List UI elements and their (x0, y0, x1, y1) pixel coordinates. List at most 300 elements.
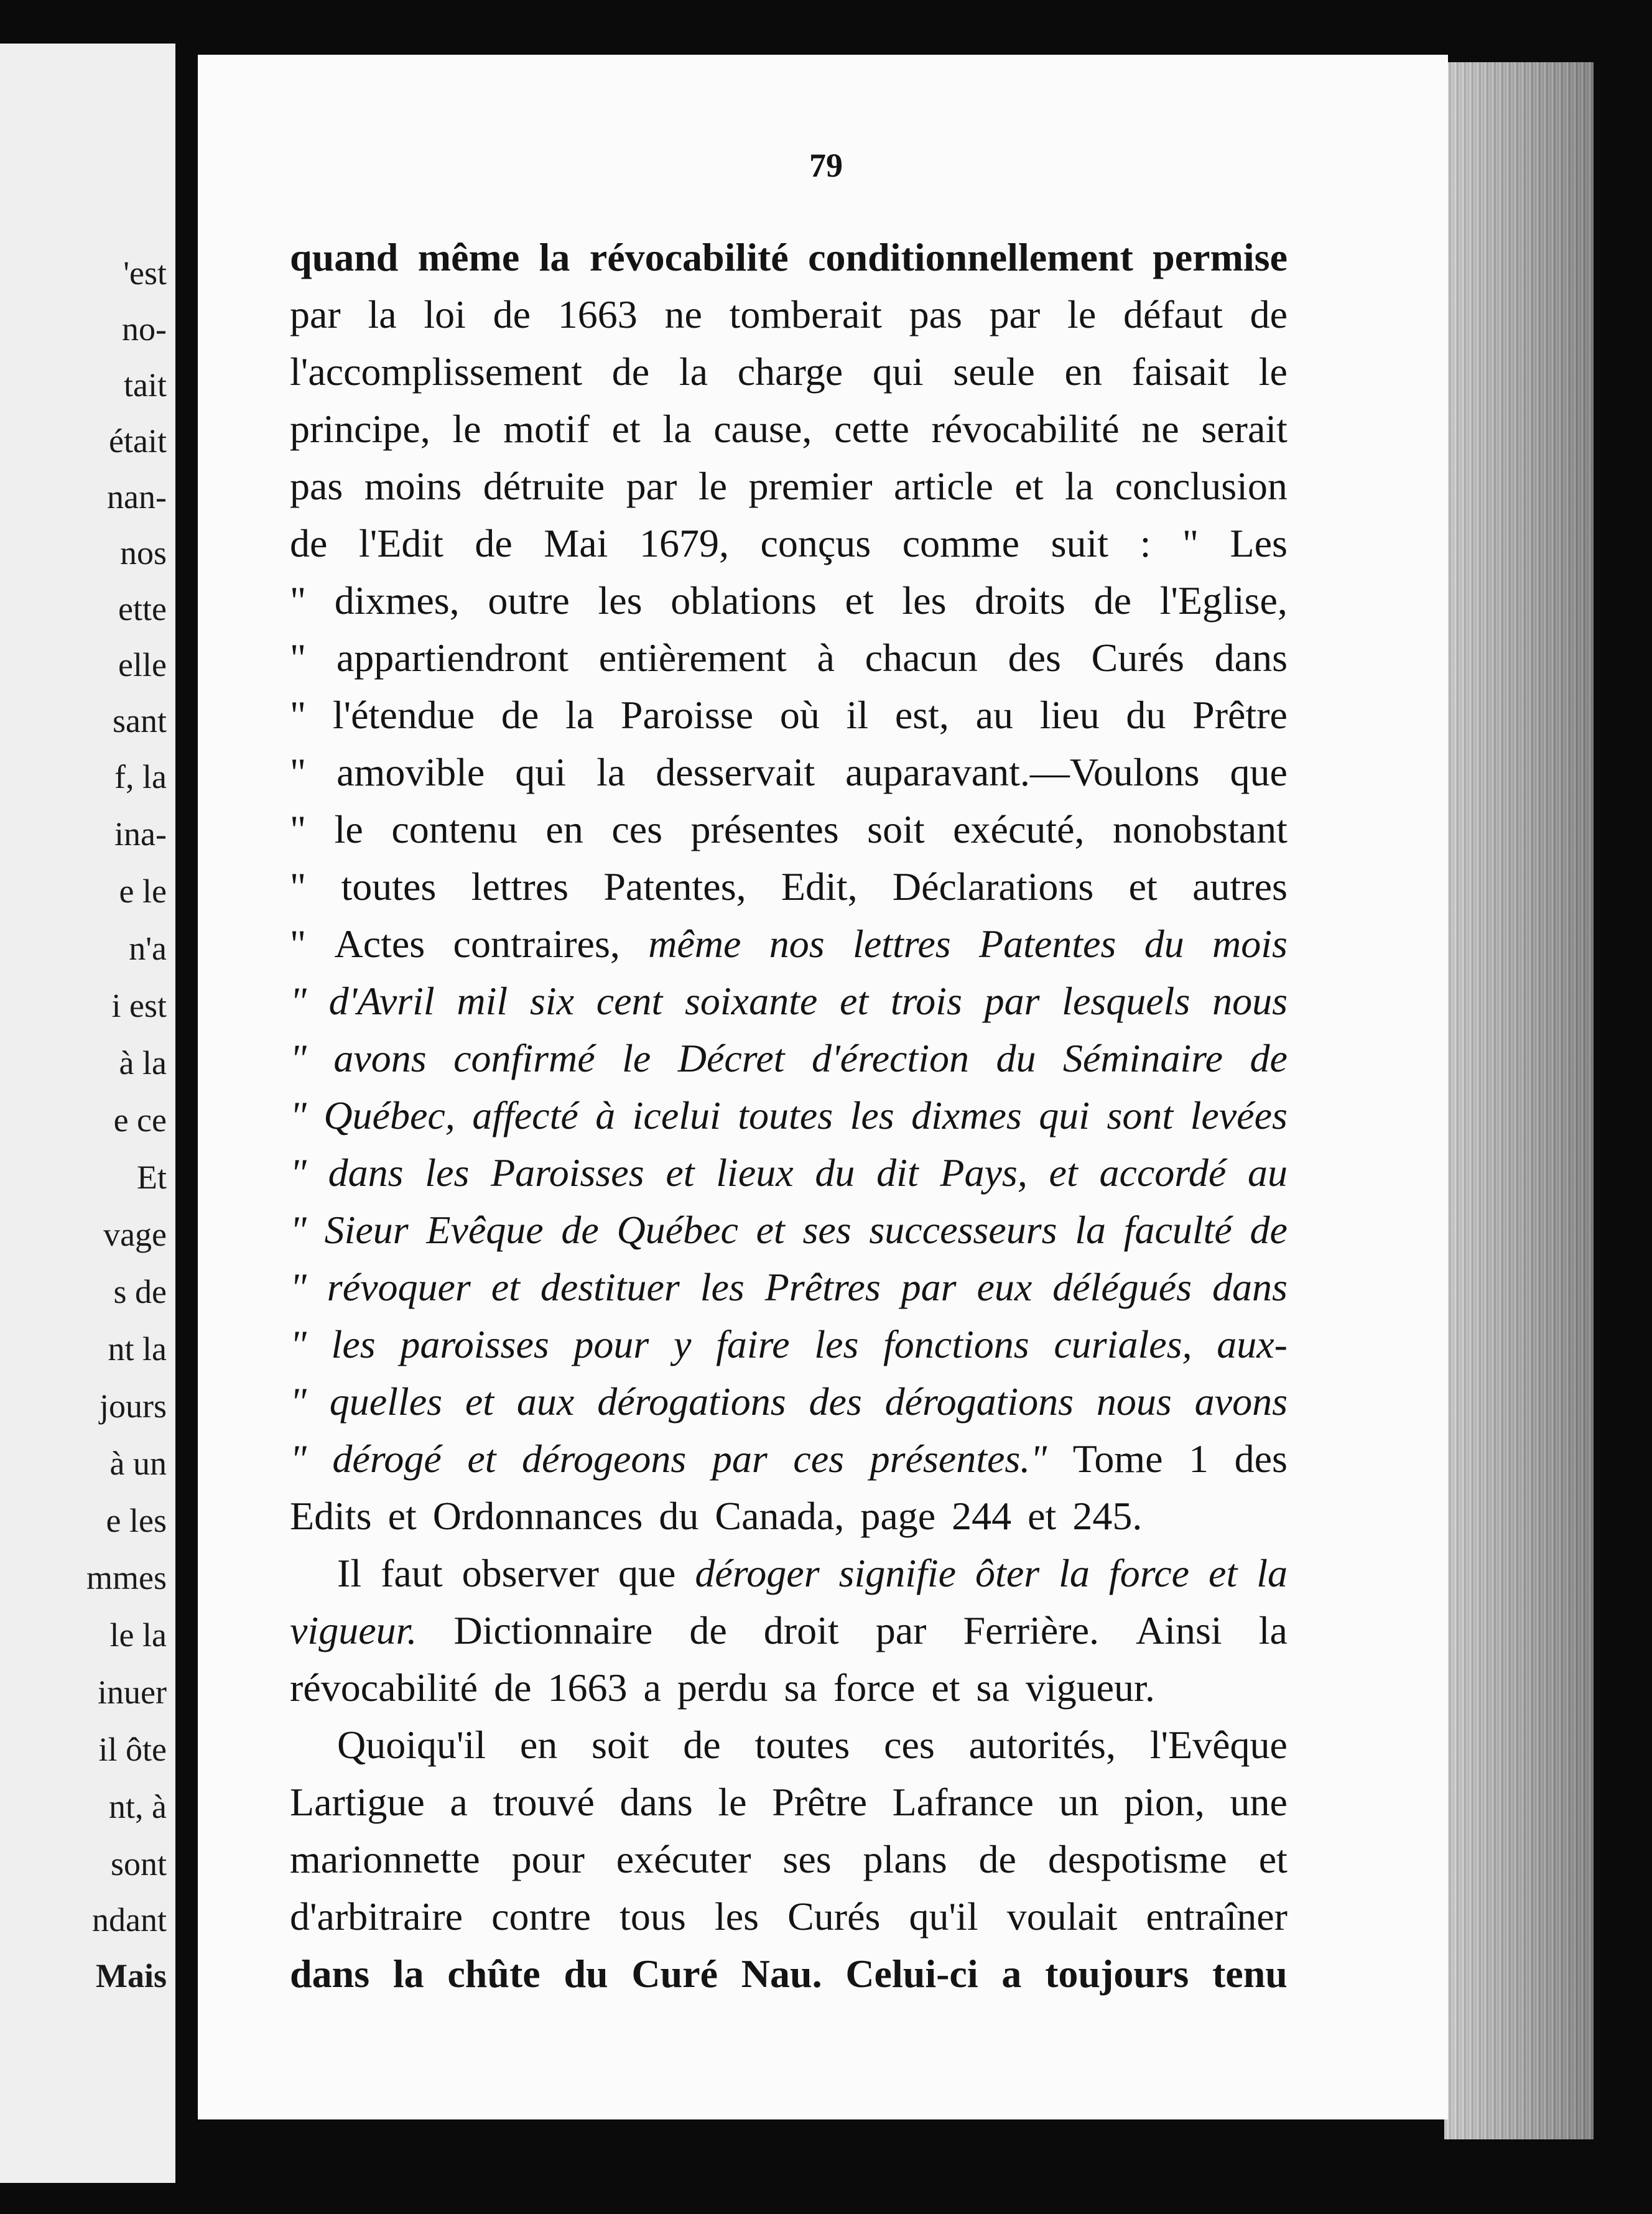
word: même (417, 235, 520, 279)
facing-page-fragment: no- (122, 310, 167, 348)
word: avons (333, 1036, 427, 1080)
word: Dictionnaire (453, 1608, 653, 1652)
word: présentes (690, 807, 839, 851)
word: charge (737, 350, 843, 394)
word: tenu (1212, 1952, 1288, 1996)
word: du (659, 1494, 699, 1538)
word: ces (884, 1723, 935, 1767)
word: " (290, 578, 307, 623)
facing-page-fragment: à un (109, 1445, 167, 1482)
word: Patentes (978, 922, 1116, 966)
facing-page-fragment: était (109, 422, 167, 460)
word: la (565, 693, 595, 737)
word: observer (462, 1551, 599, 1595)
word: par (290, 292, 341, 336)
word: confirmé (453, 1036, 595, 1080)
word: 244 (952, 1494, 1012, 1538)
word: " (290, 864, 307, 909)
word: a (643, 1665, 661, 1710)
word: la (679, 350, 708, 394)
word: conditionnellement (808, 235, 1133, 279)
word: du (564, 1952, 608, 1996)
word: des (1234, 1437, 1288, 1481)
word: Séminaire (1062, 1036, 1223, 1080)
word: les (425, 1151, 470, 1195)
word: pour (511, 1837, 585, 1881)
word: Les (1230, 521, 1288, 565)
word: exécuté, (953, 807, 1085, 851)
word: entièrement (598, 636, 787, 680)
word: la (1256, 1551, 1288, 1595)
word: d'érection (811, 1036, 969, 1080)
facing-page-left (0, 44, 175, 2183)
word: nous (1096, 1379, 1172, 1424)
word: dixmes (911, 1093, 1022, 1137)
word: dérogeons (522, 1437, 687, 1481)
word: les (814, 1322, 859, 1366)
word: le (718, 1780, 747, 1824)
word: les (902, 578, 947, 623)
text-line (290, 695, 1288, 735)
word: en (1064, 350, 1102, 394)
facing-page-fragment: n'a (129, 930, 167, 967)
word: sont (1107, 1093, 1174, 1137)
facing-page-fragment: s de (113, 1273, 167, 1310)
word: Evêque (426, 1208, 544, 1252)
word: lettres (471, 864, 568, 909)
word: la (368, 292, 397, 336)
word: déroger (695, 1551, 820, 1595)
word: du (815, 1151, 855, 1195)
word: toutes (754, 1723, 850, 1767)
word: aux (516, 1379, 575, 1424)
word: " (290, 693, 307, 737)
word: et (611, 407, 641, 451)
word: Tome (1072, 1437, 1163, 1481)
word: lieux (716, 1151, 794, 1195)
word: de (501, 693, 539, 737)
word: pas (290, 464, 343, 508)
word: force (1108, 1551, 1190, 1595)
word: Nau. (741, 1952, 822, 1996)
word: où (779, 693, 820, 737)
word: la (1064, 464, 1094, 508)
word: 1679, (639, 521, 729, 565)
facing-page-fragment: tait (124, 366, 167, 404)
word: de (561, 1208, 599, 1252)
facing-page-fragment: inuer (98, 1674, 167, 1711)
word: chûte (447, 1952, 541, 1996)
text-line (290, 864, 1288, 909)
word: " (290, 979, 307, 1023)
word: pion, (1124, 1780, 1205, 1824)
word: du (996, 1036, 1036, 1080)
word: vigueur. (290, 1608, 417, 1652)
word: affecté (472, 1093, 578, 1137)
word: Québec (616, 1208, 738, 1252)
facing-page-fragment: sant (113, 702, 167, 739)
word: desservait (656, 750, 815, 794)
text-line (290, 638, 1288, 678)
word: contenu (391, 807, 517, 851)
word: " (290, 636, 307, 680)
word: Déclarations (892, 864, 1094, 909)
word: a (1001, 1952, 1022, 1996)
word: dit (876, 1151, 919, 1195)
word: droit (763, 1608, 839, 1652)
word: 1 (1189, 1437, 1209, 1481)
word: d'arbitraire (290, 1894, 463, 1938)
word: voulait (1006, 1894, 1118, 1938)
word: des (809, 1379, 862, 1424)
word: le (698, 464, 728, 508)
word: Ordonnances (432, 1494, 643, 1538)
word: de (494, 1665, 532, 1710)
facing-page-fragment: nos (119, 534, 167, 572)
word: principe, (290, 407, 430, 451)
word: Prêtre (772, 1780, 867, 1824)
word: premier (748, 464, 873, 508)
word: le (1067, 292, 1097, 336)
word: quand (290, 235, 399, 279)
facing-page-fragment: f, la (114, 758, 167, 795)
word: " (290, 922, 307, 966)
word: Curés (1091, 636, 1184, 680)
facing-page-fragment: e le (119, 873, 167, 910)
word: Québec, (323, 1093, 455, 1137)
facing-page-fragment: Mais (96, 1957, 167, 1994)
word: Paroisse (620, 693, 754, 737)
word: moins (364, 464, 462, 508)
word: de (290, 521, 328, 565)
word: page (860, 1494, 936, 1538)
word: du (1144, 922, 1184, 966)
word: sa (976, 1665, 1009, 1710)
word: Celui-ci (845, 1952, 978, 1996)
word: appartiendront (336, 636, 569, 680)
word: tous (620, 1894, 686, 1938)
word: de (1093, 578, 1131, 623)
word: l'Eglise, (1159, 578, 1288, 623)
word: Il (337, 1551, 362, 1595)
word: les (714, 1894, 759, 1938)
word: dérogations (884, 1379, 1074, 1424)
text-line (290, 1379, 1288, 1424)
word: en (545, 807, 583, 851)
word: le (1258, 350, 1288, 394)
word: et (1209, 1551, 1238, 1595)
facing-page-fragment: i est (111, 987, 167, 1024)
word: lettres (853, 922, 951, 966)
word: a (450, 1780, 468, 1824)
text-line (290, 981, 1288, 1021)
word: lieu (1039, 693, 1100, 737)
word: successeurs (869, 1208, 1057, 1252)
word: de (493, 292, 531, 336)
word: oblations (671, 578, 817, 623)
word: ses (802, 1208, 852, 1252)
facing-page-fragment: nt, à (109, 1788, 167, 1825)
word: mois (1212, 922, 1288, 966)
word: cette (834, 407, 909, 451)
word: trouvé (493, 1780, 595, 1824)
word: une (1230, 1780, 1288, 1824)
word: soit (867, 807, 925, 851)
word: faisait (1131, 350, 1230, 394)
word: la (596, 750, 626, 794)
word: quelles (329, 1379, 443, 1424)
word: " (290, 1379, 307, 1424)
text-line (290, 1036, 1288, 1080)
word: Lartigue (290, 1780, 425, 1824)
word: outre (488, 578, 570, 623)
text-line (290, 1665, 1288, 1710)
word: faire (716, 1322, 790, 1366)
word: icelui (632, 1093, 721, 1137)
facing-page-fragment: 'est (123, 254, 167, 292)
word: de (1250, 1036, 1288, 1080)
word: révoquer (327, 1265, 471, 1309)
word: l'Evêque (1149, 1723, 1288, 1767)
word: du (1126, 693, 1166, 737)
word: par (626, 464, 677, 508)
word: dans (1214, 636, 1288, 680)
word: aux- (1217, 1322, 1288, 1366)
word: de (689, 1608, 727, 1652)
word: contre (491, 1894, 592, 1938)
word: la (1075, 1208, 1106, 1252)
word: révocabilité (931, 407, 1120, 451)
word: les (331, 1322, 376, 1366)
word: 1663 (547, 1665, 628, 1710)
text-line (290, 409, 1288, 449)
word: : (1139, 521, 1151, 565)
word: ne (1141, 407, 1179, 451)
word: " (290, 1437, 307, 1481)
word: dans (1212, 1265, 1288, 1309)
word: Prêtres (764, 1265, 881, 1309)
word: Mai (544, 521, 608, 565)
word: l'accomplissement (290, 350, 583, 394)
word: par (901, 1265, 957, 1309)
word: délégués (1052, 1265, 1192, 1309)
word: Prêtre (1192, 693, 1288, 737)
word: dans (620, 1780, 693, 1824)
word: faut (381, 1551, 443, 1595)
word: Paroisses (491, 1151, 644, 1195)
word: autres (1192, 864, 1288, 909)
word: les (700, 1265, 745, 1309)
word: ses (782, 1837, 832, 1881)
text-line (290, 1782, 1288, 1822)
word: toutes (738, 1093, 833, 1137)
word: Ferrière. (963, 1608, 1099, 1652)
word: article (893, 464, 993, 508)
word: de (475, 521, 513, 565)
text-line (290, 807, 1288, 851)
word: trois (890, 979, 962, 1023)
facing-page-fragment: ina- (114, 815, 167, 853)
word: est, (894, 693, 949, 737)
facing-page-fragment: nt la (108, 1330, 167, 1368)
word: les (850, 1093, 894, 1137)
word: soit (592, 1723, 649, 1767)
word: avons (1194, 1379, 1288, 1424)
word: " (290, 1208, 307, 1252)
word: dérogé (332, 1437, 442, 1481)
word: qui (1039, 1093, 1090, 1137)
text-line (290, 1153, 1288, 1193)
word: par (984, 979, 1040, 1023)
word: paroisses (400, 1322, 549, 1366)
word: conçus (760, 521, 871, 565)
word: par (875, 1608, 927, 1652)
text-line (290, 1608, 1288, 1652)
word: Edits (290, 1494, 372, 1538)
word: " (290, 1093, 307, 1137)
word: " (1182, 521, 1199, 565)
text-line (290, 1439, 1288, 1479)
word: suit (1051, 521, 1109, 565)
text-line (337, 1551, 1288, 1595)
word: ôter (975, 1551, 1040, 1595)
word: dixmes, (334, 578, 460, 623)
word: la (539, 235, 570, 279)
text-line (290, 1496, 1288, 1536)
word: de (1250, 292, 1288, 336)
word: au (1247, 1151, 1288, 1195)
word: et (1014, 464, 1044, 508)
word: perdu (677, 1665, 768, 1710)
word: despotisme (1047, 1837, 1227, 1881)
word: Curé (631, 1952, 718, 1996)
facing-page-fragment: elle (118, 646, 167, 683)
word: nos (769, 922, 825, 966)
word: qu'il (909, 1894, 978, 1938)
word: qui (515, 750, 567, 794)
word: eux (977, 1265, 1032, 1309)
word: sa (784, 1665, 817, 1710)
text-line (290, 352, 1288, 392)
word: et (491, 1265, 520, 1309)
word: permise (1153, 235, 1288, 279)
word: chacun (865, 636, 978, 680)
word: droits (975, 578, 1065, 623)
facing-page-fragment: ndant (92, 1901, 167, 1938)
text-line (290, 1267, 1288, 1307)
word: l'Edit (358, 521, 443, 565)
word: signifie (838, 1551, 957, 1595)
word: Quoiqu'il (337, 1723, 486, 1767)
word: d'Avril (328, 979, 435, 1023)
word: et (756, 1208, 785, 1252)
word: pour (573, 1322, 649, 1366)
facing-page-fragment: Et (137, 1159, 167, 1196)
word: marionnette (290, 1837, 480, 1881)
facing-page-fragment: nan- (107, 478, 167, 516)
word: toutes (341, 864, 437, 909)
word: ne (664, 292, 702, 336)
word: pas (909, 292, 962, 336)
facing-page-fragment: il ôte (98, 1731, 167, 1768)
word: et (931, 1665, 960, 1710)
word: et (387, 1494, 417, 1538)
word: et (1049, 1151, 1078, 1195)
word: détruite (483, 464, 605, 508)
word: " (290, 807, 307, 851)
facing-page-fragment: le la (109, 1616, 167, 1654)
word: l'étendue (332, 693, 475, 737)
word: 245. (1072, 1494, 1143, 1538)
word: comme (902, 521, 1020, 565)
word: cause, (713, 407, 812, 451)
word: curiales, (1054, 1322, 1192, 1366)
word: en (519, 1723, 558, 1767)
word: y (674, 1322, 692, 1366)
text-line (290, 1954, 1288, 1994)
text-line (290, 578, 1288, 623)
word: ces (793, 1437, 845, 1481)
word: " (290, 1265, 307, 1309)
word: défaut (1123, 292, 1223, 336)
facing-page-fragment: sont (110, 1845, 167, 1883)
word: et (1128, 864, 1158, 909)
word: la (392, 1952, 424, 1996)
facing-page-fragment: e ce (113, 1101, 167, 1139)
word: Pays, (940, 1151, 1028, 1195)
word: même (648, 922, 741, 966)
word: Ainsi (1136, 1608, 1222, 1652)
text-line (337, 1725, 1288, 1765)
page-number: 79 (809, 147, 843, 184)
word: dans (290, 1952, 370, 1996)
word: un (1059, 1780, 1099, 1824)
word: et (465, 1379, 494, 1424)
word: " (290, 750, 307, 794)
word: faculté (1123, 1208, 1232, 1252)
word: dans (328, 1151, 404, 1195)
word: " (290, 1151, 307, 1195)
facing-page-fragment: à la (119, 1044, 167, 1082)
text-line (290, 521, 1288, 565)
word: motif (503, 407, 590, 451)
word: le (334, 807, 363, 851)
word: et (666, 1151, 695, 1195)
word: le (622, 1036, 651, 1080)
word: dérogations (597, 1379, 786, 1424)
word: levées (1190, 1093, 1288, 1137)
word: serait (1201, 407, 1288, 451)
word: au (975, 693, 1014, 737)
word: par (989, 292, 1041, 336)
word: mil (457, 979, 508, 1023)
word: accordé (1099, 1151, 1227, 1195)
word: et (467, 1437, 496, 1481)
text-line (290, 1210, 1288, 1250)
word: tomberait (729, 292, 882, 336)
word: Canada, (715, 1494, 845, 1538)
word: révocabilité (589, 235, 789, 279)
word: entraîner (1146, 1894, 1288, 1938)
word: lesquels (1062, 979, 1190, 1023)
text-line (290, 235, 1288, 279)
word: que (1230, 750, 1288, 794)
word: révocabilité (290, 1665, 478, 1710)
word: " (290, 1322, 307, 1366)
word: il (846, 693, 869, 737)
word: des (1008, 636, 1061, 680)
word: présentes." (870, 1437, 1047, 1481)
